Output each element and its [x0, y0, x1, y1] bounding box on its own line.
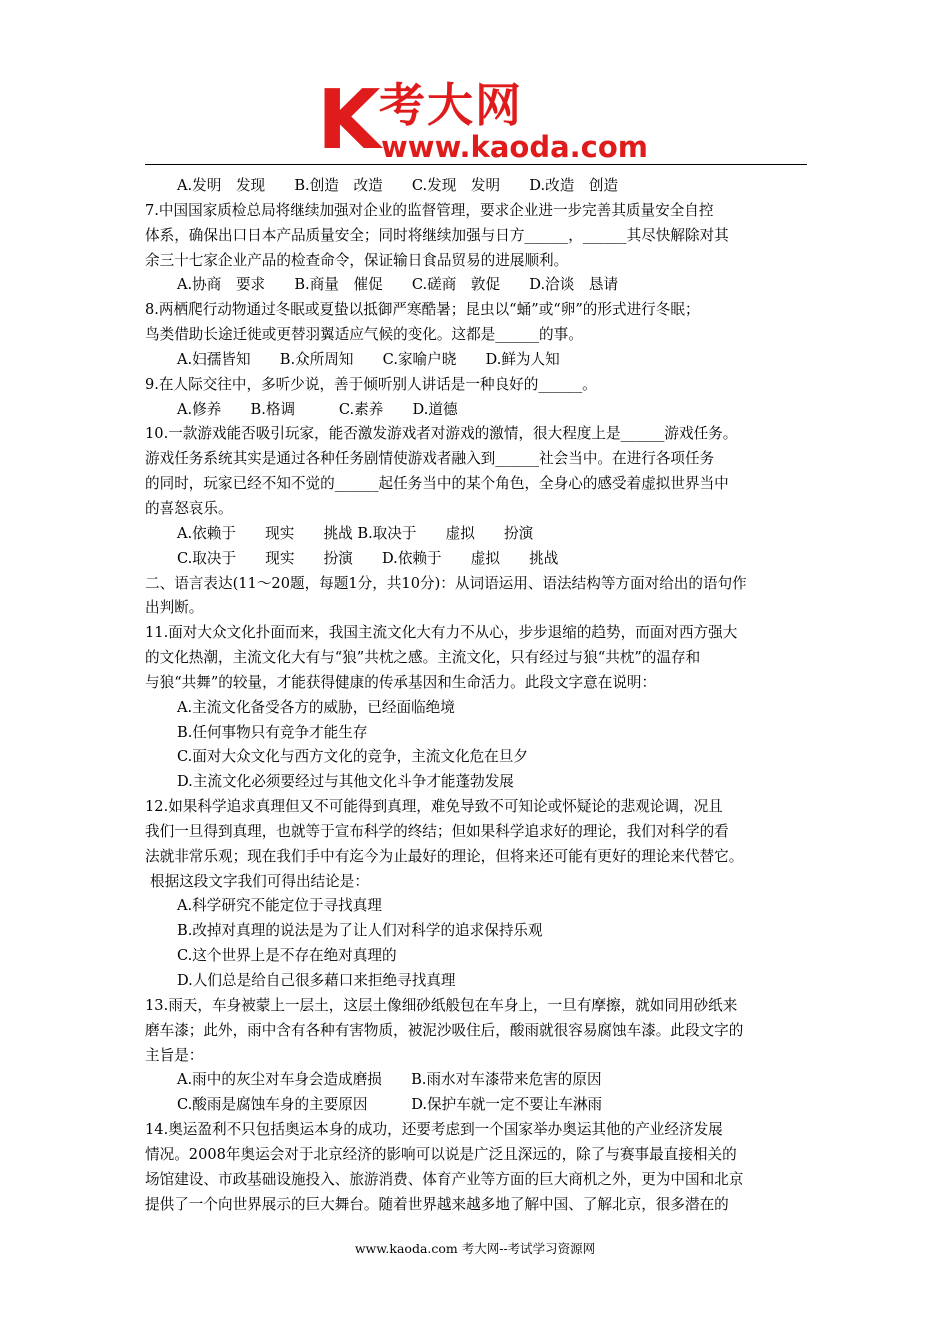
text-line: B.任何事物只有竞争才能生存 — [177, 723, 368, 741]
text-line: 二、语言表达(11～20题，每题1分，共10分)：从词语运用、语法结构等方面对给出的语句作 — [145, 574, 747, 592]
page-footer[interactable]: www.kaoda.com 考大网--考试学习资源网 — [354, 1241, 596, 1256]
text-line: A.主流文化备受各方的威胁，已经面临绝境 — [177, 698, 455, 716]
text-line: C.面对大众文化与西方文化的竞争，主流文化危在旦夕 — [177, 748, 528, 766]
text-line: 14.奥运盈利不只包括奥运本身的成功，还要考虑到一个国家举办奥运其他的产业经济发展 — [145, 1121, 723, 1139]
text-line: C.酸雨是腐蚀车身的主要原因 D.保护车就一定不要让车淋雨 — [177, 1096, 603, 1114]
kaoda-logo[interactable] — [317, 73, 648, 168]
text-line: 与狼“共舞”的较量，才能获得健康的传承基因和生命活力。此段文字意在说明： — [145, 673, 657, 691]
text-line: 11.面对大众文化扑面而来，我国主流文化大有力不从心，步步退缩的趋势，而面对西方强大 — [145, 624, 738, 642]
text-line: C.这个世界上是不存在绝对真理的 — [177, 947, 397, 965]
text-line: A.发明 发现 B.创造 改造 C.发现 发明 D.改造 创造 — [177, 177, 619, 194]
text-line: 10.一款游戏能否吸引玩家，能否激发游戏者对游戏的激情，很大程度上是______游戏任务。 — [145, 425, 738, 443]
text-line: 13.雨天，车身被蒙上一层土，这层土像细砂纸般包在车身上，一旦有摩擦，就如同用砂纸来 — [145, 996, 738, 1014]
text-line: 出判断。 — [145, 599, 204, 617]
text-line: A.雨中的灰尘对车身会造成磨损 B.雨水对车漆带来危害的原因 — [177, 1071, 602, 1089]
text-line: 12.如果科学追求真理但又不可能得到真理，难免导致不可知论或怀疑论的悲观论调，况且 — [145, 798, 723, 816]
text-line: C.取决于 现实 扮演 D.依赖于 虚拟 挑战 — [177, 549, 559, 567]
text-line: 鸟类借助长途迁徙或更替羽翼适应气候的变化。这都是______的事。 — [145, 326, 583, 344]
text-line: 法就非常乐观；现在我们手中有迄今为止最好的理论，但将来还可能有更好的理论来代替它。 — [145, 847, 744, 865]
header-divider — [145, 164, 807, 165]
text-line: A.依赖于 现实 挑战 B.取决于 虚拟 扮演 — [177, 524, 534, 542]
text-line: 7.中国国家质检总局将继续加强对企业的监督管理，要求企业进一步完善其质量安全自控 — [145, 201, 714, 219]
text-line: 游戏任务系统其实是通过各种任务剧情使游戏者融入到______社会当中。在进行各项任务 — [145, 450, 715, 468]
text-line: 的同时，玩家已经不知不觉的______起任务当中的某个角色，全身心的感受着虚拟世界当中 — [145, 475, 729, 493]
text-line: A.修养 B.格调 C.素养 D.道德 — [177, 400, 458, 418]
text-line: 余三十七家企业产品的检查命令，保证输日食品贸易的进展顺利。 — [145, 251, 569, 269]
text-line: 根据这段文字我们可得出结论是： — [150, 872, 369, 890]
text-line: A.协商 要求 B.商量 催促 C.磋商 敦促 D.洽谈 恳请 — [177, 276, 619, 294]
text-line: A.科学研究不能定位于寻找真理 — [177, 897, 382, 915]
text-line: 情况。2008年奥运会对于北京经济的影响可以说是广泛且深远的，除了与赛事最直接相关的 — [145, 1145, 737, 1163]
text-line: 体系，确保出口日本产品质量安全；同时将继续加强与日方______，______其尽快解除对其 — [145, 226, 729, 244]
text-line: B.改掉对真理的说法是为了让人们对科学的追求保持乐观 — [177, 922, 543, 940]
logo-site-name: 考大网 — [379, 78, 523, 132]
text-line: 场馆建设、市政基础设施投入、旅游消费、体育产业等方面的巨大商机之外，更为中国和北京 — [145, 1170, 744, 1188]
text-line: 8.两栖爬行动物通过冬眠或夏蛰以抵御严寒酷暑；昆虫以“蛹”或“卵”的形式进行冬眠； — [145, 301, 700, 319]
text-line: D.主流文化必须要经过与其他文化斗争才能蓬勃发展 — [177, 773, 514, 791]
text-line: D.人们总是给自己很多藉口来拒绝寻找真理 — [177, 972, 456, 989]
text-line: 的文化热潮，主流文化大有与“狼”共枕之感。主流文化，只有经过与狼“共枕”的温存和 — [145, 649, 701, 667]
text-line: 的喜怒哀乐。 — [145, 499, 233, 517]
logo-site-url: www.kaoda.com — [381, 130, 648, 164]
logo-k-letter: K — [317, 73, 379, 168]
page-header — [145, 72, 807, 168]
text-line: 磨车漆；此外，雨中含有各种有害物质，被泥沙吸住后，酸雨就很容易腐蚀车漆。此段文字的 — [145, 1021, 744, 1039]
text-line: 我们一旦得到真理，也就等于宣布科学的终结；但如果科学追求好的理论，我们对科学的看 — [145, 822, 729, 840]
document-body — [145, 174, 810, 1217]
text-line: 主旨是： — [145, 1046, 204, 1064]
text-line: A.妇孺皆知 B.众所周知 C.家喻户晓 D.鲜为人知 — [177, 350, 560, 368]
text-line: 提供了一个向世界展示的巨大舞台。随着世界越来越多地了解中国、了解北京，很多潜在的 — [145, 1195, 729, 1213]
text-line: 9.在人际交往中，多听少说，善于倾听别人讲话是一种良好的______。 — [145, 375, 597, 393]
